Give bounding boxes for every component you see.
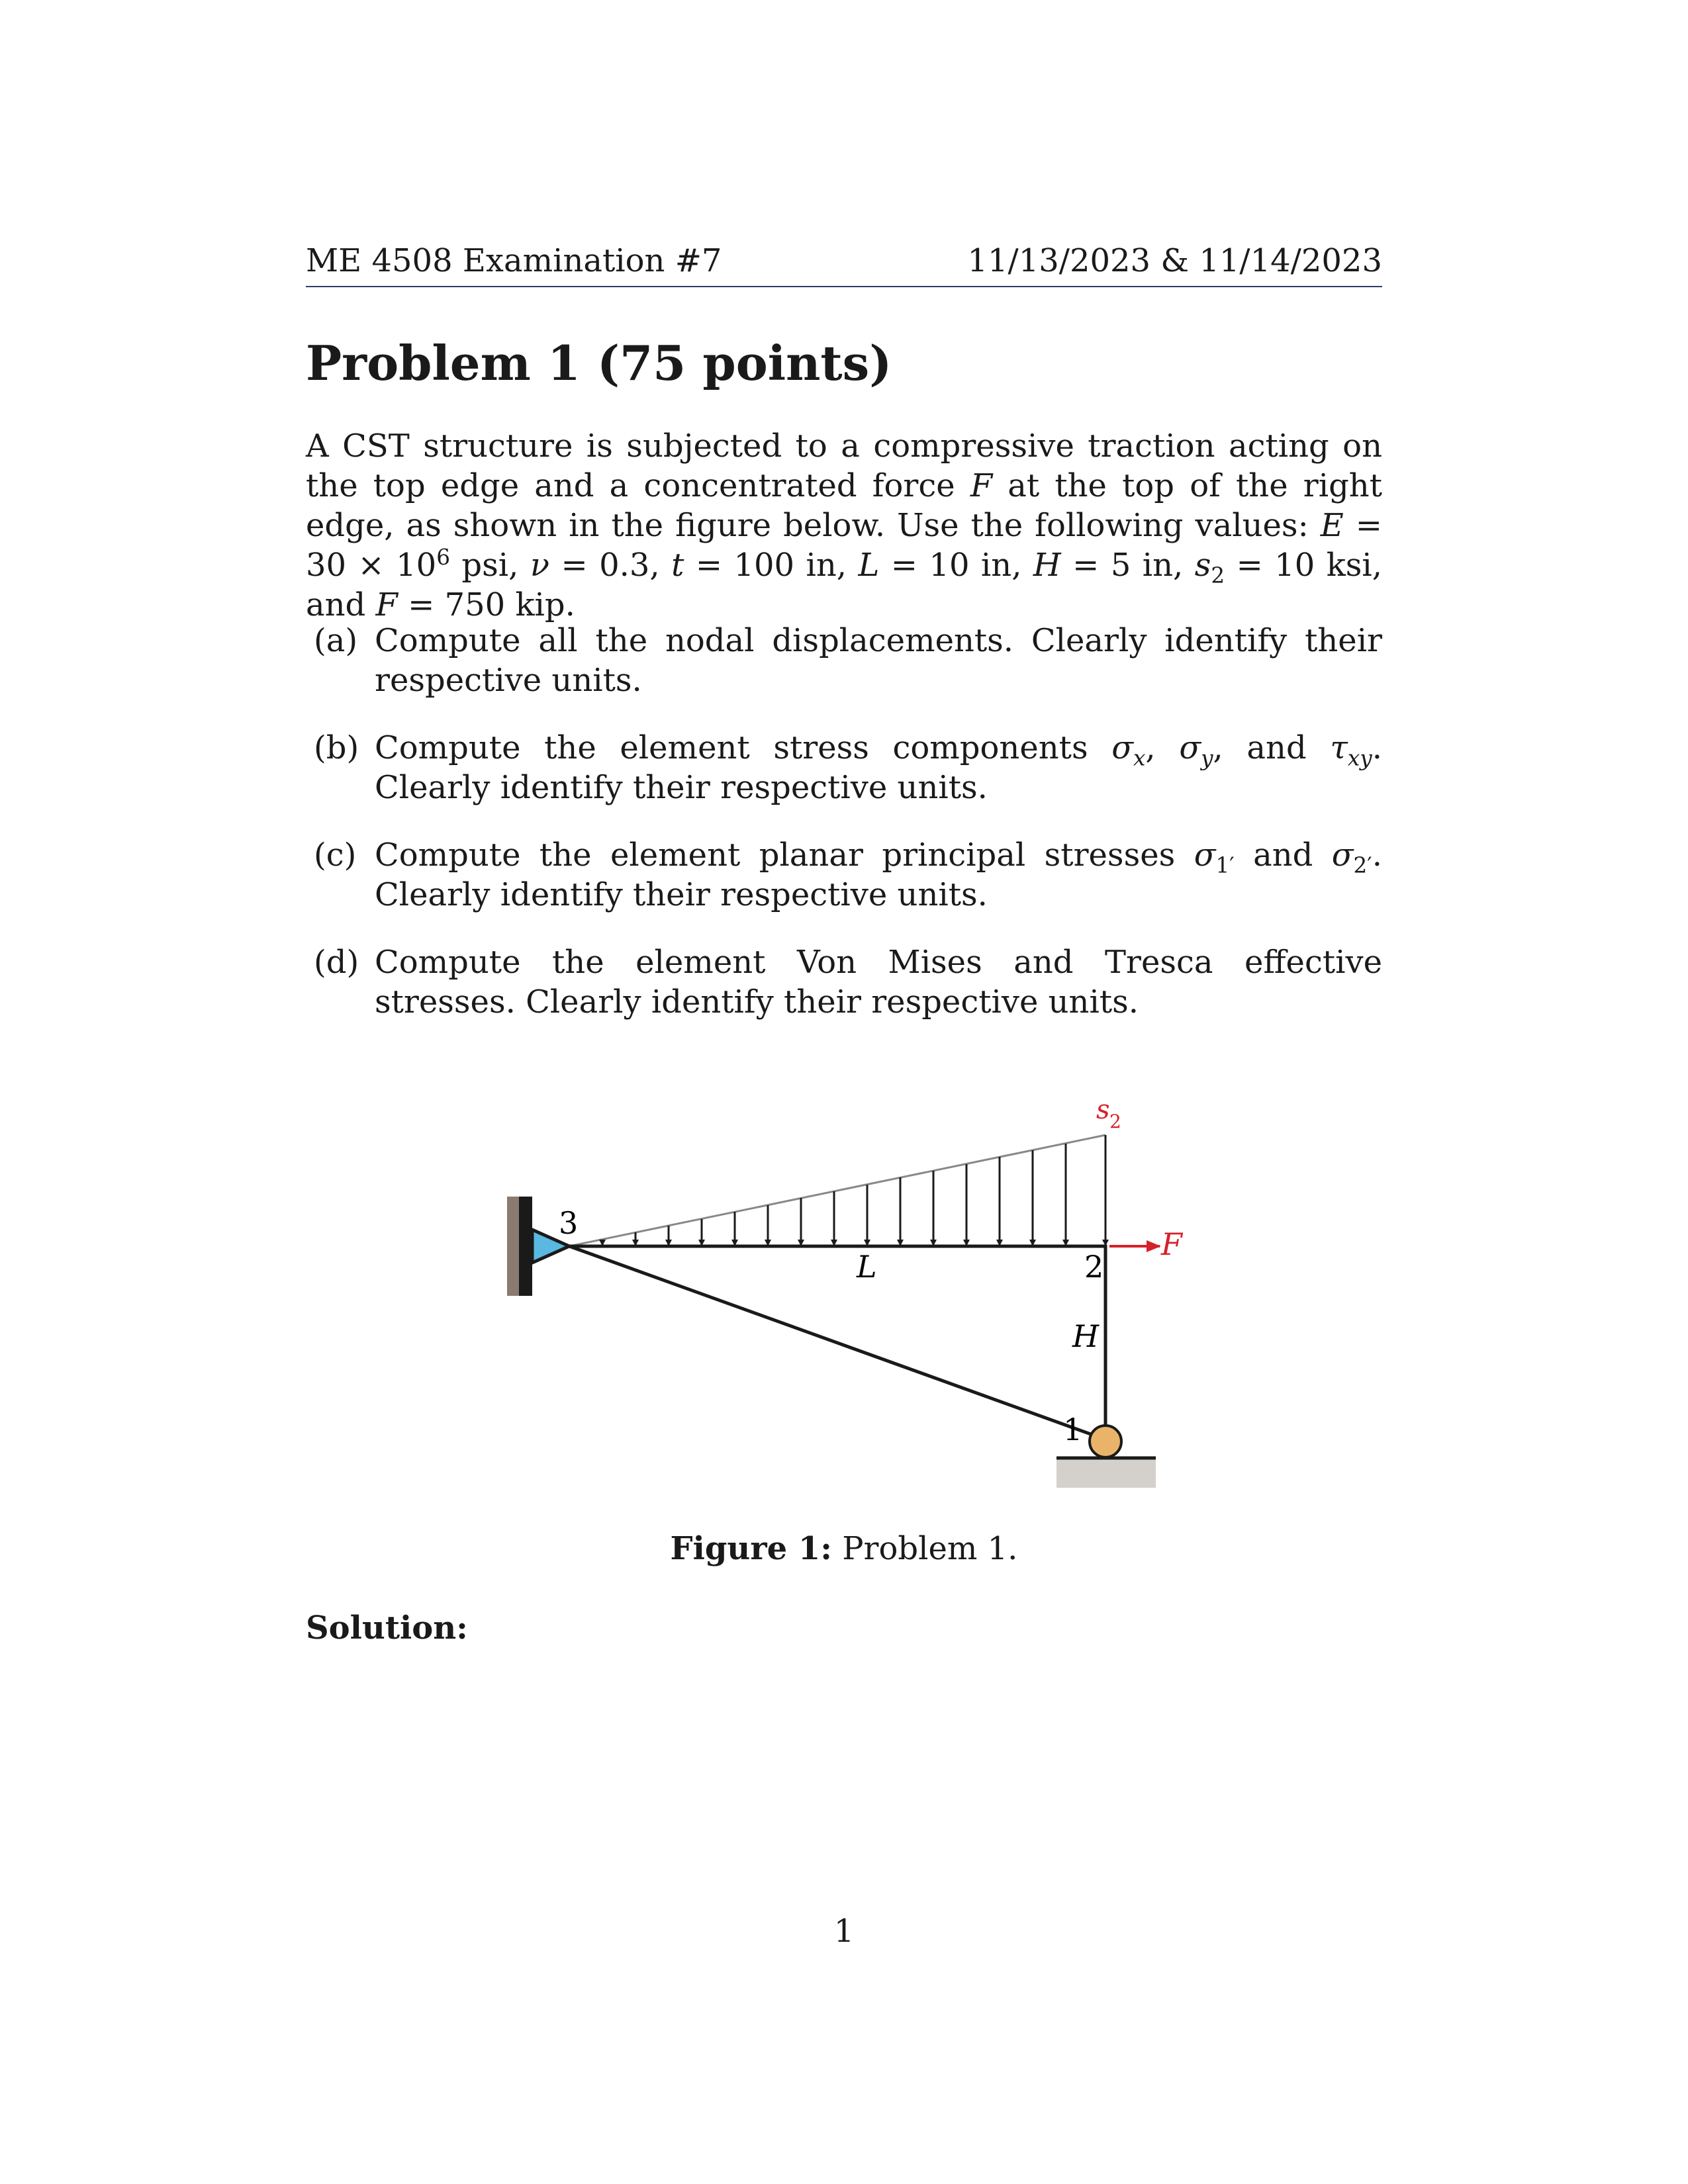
part-c-text bbox=[375, 835, 1382, 915]
modulus-unit: psi, bbox=[450, 547, 530, 584]
part-c-text-2: . Clearly identify their respective units. bbox=[375, 837, 1382, 913]
tau-xy-symbol: τ bbox=[1330, 729, 1348, 766]
thickness-value: = 100 in, bbox=[684, 547, 847, 584]
intro-text-2: at the top of the right edge, as shown in the figure below. Use the following values: bbox=[306, 467, 1382, 544]
traction-label: s bbox=[1096, 1095, 1110, 1125]
length-symbol: L bbox=[858, 547, 880, 584]
force-label: F bbox=[1161, 1226, 1182, 1262]
part-c-text-1: Compute the element planar principal stresses bbox=[375, 837, 1194, 874]
length-label: L bbox=[857, 1249, 877, 1285]
part-b-text-2: . Clearly identify their respective units. bbox=[375, 729, 1382, 806]
sigma-y-subscript: y bbox=[1201, 745, 1213, 771]
poisson-symbol: ν bbox=[530, 547, 550, 584]
part-c-and: and bbox=[1234, 837, 1332, 874]
sigma-1-subscript: 1′ bbox=[1215, 852, 1235, 878]
part-b-text bbox=[375, 728, 1382, 807]
height-value: = 5 in, bbox=[1060, 547, 1195, 584]
modulus-exponent: 6 bbox=[436, 545, 450, 570]
sigma-y-symbol: σ bbox=[1179, 729, 1201, 766]
header-course-title: ME 4508 Examination #7 bbox=[306, 242, 722, 279]
tau-xy-subscript: xy bbox=[1347, 745, 1372, 771]
part-d-text: Compute the element Von Mises and Tresca effective stresses. Clearly identify their respective units. bbox=[375, 944, 1382, 1021]
force-value: = 750 kip. bbox=[397, 586, 575, 623]
figure-caption bbox=[0, 1530, 1688, 1567]
part-a bbox=[306, 621, 1382, 700]
sigma-1-symbol: σ bbox=[1194, 837, 1216, 874]
force-symbol-2: F bbox=[375, 586, 398, 623]
sigma-x-subscript: x bbox=[1133, 745, 1146, 771]
cst-structure-figure bbox=[490, 1085, 1218, 1509]
part-b bbox=[306, 728, 1382, 807]
solution-heading: Solution: bbox=[306, 1610, 468, 1647]
sigma-2-symbol: σ bbox=[1331, 837, 1354, 874]
part-c-label: (c) bbox=[314, 837, 357, 874]
header-exam-dates: 11/13/2023 & 11/14/2023 bbox=[967, 242, 1382, 279]
intro-text-1: A CST structure is subjected to a compressive traction acting on the top edge and a concentrated force bbox=[306, 428, 1382, 504]
node-1-label: 1 bbox=[1063, 1412, 1083, 1447]
poisson-value: = 0.3, bbox=[549, 547, 672, 584]
length-value: = 10 in, bbox=[879, 547, 1033, 584]
traction-label-subscript: 2 bbox=[1109, 1111, 1121, 1132]
problem-statement bbox=[306, 426, 1382, 625]
height-label: H bbox=[1072, 1318, 1100, 1354]
cst-element bbox=[569, 1246, 1105, 1439]
part-a-text: Compute all the nodal displacements. Clearly identify their respective units. bbox=[375, 622, 1382, 699]
figure-caption-text: Problem 1. bbox=[831, 1530, 1018, 1567]
problem-title: Problem 1 (75 points) bbox=[306, 335, 892, 391]
height-symbol: H bbox=[1033, 547, 1061, 584]
part-b-text-1: Compute the element stress components bbox=[375, 729, 1112, 766]
part-b-label: (b) bbox=[314, 729, 359, 766]
sigma-2-subscript: 2′ bbox=[1353, 852, 1372, 878]
wall-support-face bbox=[519, 1197, 532, 1296]
modulus-value: = 30 × 10 bbox=[306, 507, 1382, 584]
roller-support bbox=[1090, 1426, 1121, 1457]
modulus-symbol: E bbox=[1320, 507, 1344, 544]
thickness-symbol: t bbox=[671, 547, 684, 584]
force-symbol: F bbox=[970, 467, 993, 504]
part-a-label: (a) bbox=[314, 622, 358, 659]
part-b-comma-2: , and bbox=[1213, 729, 1331, 766]
page-number: 1 bbox=[833, 1913, 855, 1950]
ground bbox=[1056, 1457, 1156, 1488]
part-b-comma-1: , bbox=[1145, 729, 1180, 766]
traction-envelope bbox=[569, 1135, 1105, 1246]
node-3-label: 3 bbox=[559, 1205, 579, 1241]
figure-caption-label: Figure 1: bbox=[670, 1530, 832, 1567]
traction-symbol: s bbox=[1194, 547, 1211, 584]
node-2-label: 2 bbox=[1084, 1249, 1104, 1285]
part-d bbox=[306, 942, 1382, 1022]
part-c bbox=[306, 835, 1382, 915]
traction-subscript: 2 bbox=[1211, 563, 1225, 588]
header-rule bbox=[306, 286, 1382, 287]
traction-value: = 10 ksi, and bbox=[306, 547, 1383, 623]
part-d-label: (d) bbox=[314, 944, 359, 981]
sigma-x-symbol: σ bbox=[1111, 729, 1133, 766]
